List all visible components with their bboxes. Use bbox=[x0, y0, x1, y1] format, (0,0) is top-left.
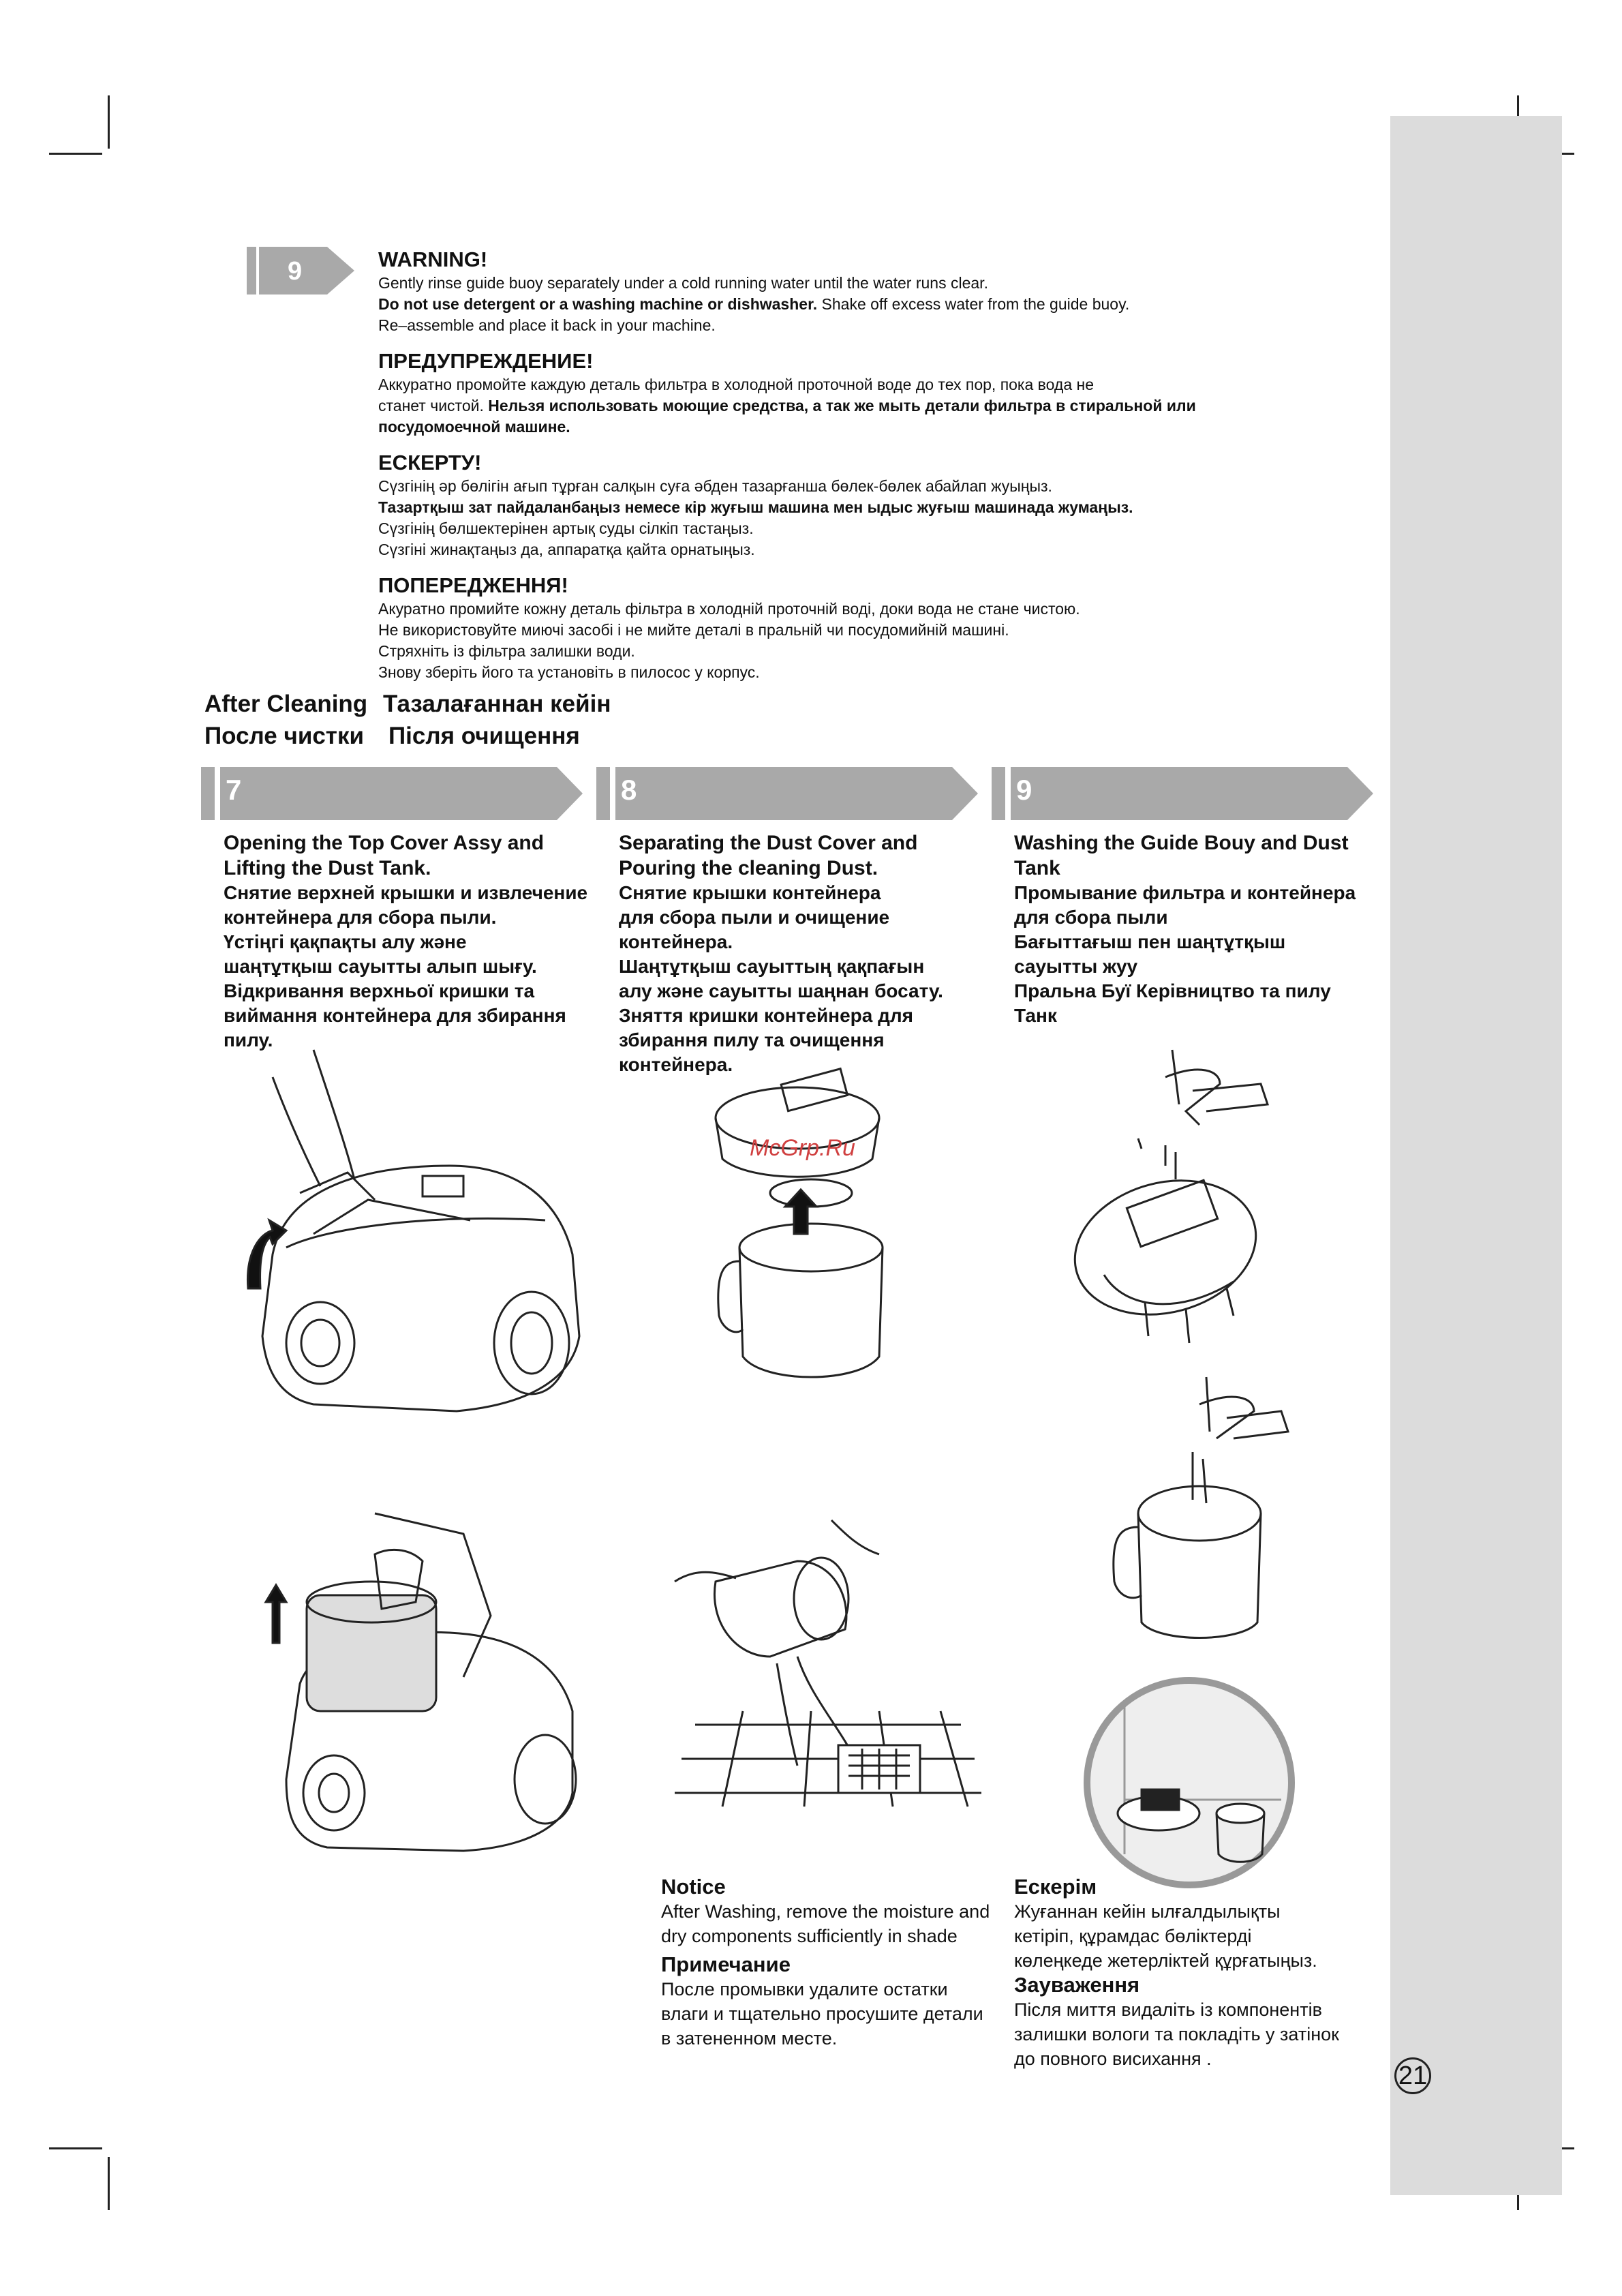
warning-line: Do not use detergent or a washing machine or dishwasher. Shake off excess water from the guide buoy. bbox=[378, 295, 1130, 313]
step-8-line: Снятие крышки контейнера bbox=[619, 882, 881, 903]
warning-line: Аккуратно промойте каждую деталь фильтра в холодной проточной воде до тех пор, пока вода не bbox=[378, 376, 1095, 393]
drying-parts-inset-illustration bbox=[1084, 1677, 1302, 1895]
warning-line: Re–assemble and place it back in your machine. bbox=[378, 316, 716, 334]
warning-line: Сүзгінің бөлшектерінен артық суды сілкіп тастаңыз. bbox=[378, 519, 754, 537]
notice-title-ru: Примечание bbox=[661, 1952, 791, 1976]
notice-line: влаги и тщательно просушите детали bbox=[661, 2004, 983, 2024]
notice-line: кетіріп, құрамдас бөліктерді bbox=[1014, 1926, 1252, 1946]
step-8-line: контейнера. bbox=[619, 931, 733, 952]
warning-line: Тазартқыш зат пайдаланбаңыз немесе кір жуғыш машина мен ыдыс жуғыш машинада жумаңыз. bbox=[378, 498, 1133, 516]
step-9-line: для сбора пыли bbox=[1014, 907, 1168, 928]
page-number: 21 bbox=[1394, 2057, 1431, 2094]
step-8-line: для сбора пыли и очищение bbox=[619, 907, 890, 928]
step-8-number: 8 bbox=[621, 774, 637, 806]
notice-line: залишки вологи та покладіть у затінок bbox=[1014, 2024, 1339, 2044]
step-7-line: Снятие верхней крышки и извлечение bbox=[224, 882, 588, 903]
warning-title-ru: ПРЕДУПРЕЖДЕНИЕ! bbox=[378, 349, 594, 373]
warning-line: посудомоечной машине. bbox=[378, 418, 570, 436]
step-9-line: Промывание фильтра и контейнера bbox=[1014, 882, 1356, 903]
after-cleaning-kz: Тазалағаннан кейін bbox=[383, 691, 611, 717]
warning-line: Акуратно промийте кожну деталь фільтра в холодній проточній воді, доки вода не стане чистою. bbox=[378, 600, 1080, 618]
notice-line: в затененном месте. bbox=[661, 2028, 838, 2049]
washing-guide-buoy-illustration bbox=[1063, 1050, 1309, 1363]
step-9-title-en: Washing the Guide Bouy and Dust Tank bbox=[1014, 832, 1349, 879]
notice-line: көлеңкеде жетерліктей құрғатыңыз. bbox=[1014, 1950, 1317, 1971]
step-8-header bbox=[596, 767, 979, 820]
notice-title-en: Notice bbox=[661, 1875, 726, 1899]
side-margin-band bbox=[1390, 116, 1562, 2195]
warning-line: Не використовуйте миючі засобі і не мийте деталі в пральній чи посудомийній машині. bbox=[378, 621, 1009, 639]
warning-line: Знову зберіть його та установіть в пилосос у корпус. bbox=[378, 663, 760, 681]
step-9-text bbox=[1014, 830, 1382, 1028]
warning-step-number: 9 bbox=[288, 257, 303, 286]
step-8-line: збирання пилу та очищення bbox=[619, 1029, 885, 1051]
step-7-line: шаңтұтқыш сауытты алып шығу. bbox=[224, 956, 537, 977]
step-8-title-en: Separating the Dust Cover and Pouring the cleaning Dust. bbox=[619, 832, 918, 879]
step-8-line: Шаңтұтқыш сауыттың қақпағын bbox=[619, 956, 925, 977]
notice-kz-ua bbox=[1014, 1875, 1368, 2071]
notice-en bbox=[661, 1875, 1015, 2051]
crop-mark bbox=[49, 2147, 102, 2149]
notice-title-kz: Ескерім bbox=[1014, 1875, 1097, 1899]
step-9-line: Пральна Буї Керівництво та пилу bbox=[1014, 980, 1331, 1001]
warning-line: Сүзгіні жинақтаңыз да, аппаратқа қайта орнатыңыз. bbox=[378, 541, 755, 558]
watermark: McGrp.Ru bbox=[750, 1135, 855, 1161]
pouring-dust-illustration bbox=[675, 1520, 981, 1820]
step-9-line: сауытты жуу bbox=[1014, 956, 1138, 977]
step-8-line: контейнера. bbox=[619, 1054, 733, 1075]
warning-line: Стряхніть із фільтра залишки води. bbox=[378, 642, 635, 660]
notice-line: После промывки удалите остатки bbox=[661, 1979, 948, 1999]
notice-line: Після миття видаліть із компонентів bbox=[1014, 1999, 1322, 2020]
step-7-line: виймання контейнера для збирання bbox=[224, 1005, 566, 1026]
warning-title-en: WARNING! bbox=[378, 247, 488, 271]
notice-line: dry components sufficiently in shade bbox=[661, 1926, 958, 1946]
dust-cover-separation-illustration bbox=[709, 1070, 913, 1398]
step-8-text bbox=[619, 830, 987, 1077]
notice-title-ua: Зауваження bbox=[1014, 1973, 1140, 1997]
washing-dust-tank-illustration bbox=[1090, 1377, 1295, 1650]
warning-title-ua: ПОПЕРЕДЖЕННЯ! bbox=[378, 573, 568, 597]
step-8-line: Зняття кришки контейнера для bbox=[619, 1005, 914, 1026]
step-7-line: Үстіңгі қақпақты алу және bbox=[224, 931, 467, 952]
vacuum-lift-tank-illustration bbox=[245, 1507, 586, 1861]
warning-title-kz: ЕСКЕРТУ! bbox=[378, 451, 482, 474]
after-cleaning-en: After Cleaning bbox=[204, 691, 368, 717]
step-9-number: 9 bbox=[1016, 774, 1032, 806]
step-9-line: Танк bbox=[1014, 1005, 1057, 1026]
notice-line: до повного висихання . bbox=[1014, 2049, 1212, 2069]
step-7-title-en: Opening the Top Cover Assy and Lifting the Dust Tank. bbox=[224, 832, 545, 879]
step-7-line: Відкривання верхньої кришки та bbox=[224, 980, 535, 1001]
step-7-number: 7 bbox=[226, 774, 242, 806]
step-7-text bbox=[224, 830, 592, 1053]
crop-mark bbox=[108, 2157, 110, 2210]
crop-mark bbox=[49, 153, 102, 155]
step-8-line: алу және сауытты шаңнан босату. bbox=[619, 980, 943, 1001]
step-7-line: пилу. bbox=[224, 1029, 273, 1051]
warning-block bbox=[378, 247, 1360, 683]
notice-line: After Washing, remove the moisture and bbox=[661, 1901, 990, 1922]
crop-mark bbox=[108, 95, 110, 149]
step-7-header bbox=[201, 767, 584, 820]
warning-line: станет чистой. Нельзя использовать моющие средства, а так же мыть детали фильтра в стиральной или bbox=[378, 397, 1196, 414]
step-9-warning-tag bbox=[247, 247, 356, 294]
after-cleaning-ru: После чистки bbox=[204, 723, 364, 749]
step-9-line: Бағыттағыш пен шаңтұтқыш bbox=[1014, 931, 1286, 952]
step-7-line: контейнера для сбора пыли. bbox=[224, 907, 497, 928]
step-9-header bbox=[992, 767, 1375, 820]
warning-line: Сүзгінің әр бөлігін ағып тұрған салқын суға әбден тазарғанша бөлек-бөлек абайлап жуыңыз. bbox=[378, 477, 1052, 495]
warning-line: Gently rinse guide buoy separately under a cold running water until the water runs clear. bbox=[378, 274, 988, 292]
notice-line: Жуғаннан кейін ылғалдылықты bbox=[1014, 1901, 1281, 1922]
vacuum-open-cover-illustration bbox=[232, 1050, 586, 1445]
after-cleaning-ua: Після очищення bbox=[388, 723, 580, 749]
